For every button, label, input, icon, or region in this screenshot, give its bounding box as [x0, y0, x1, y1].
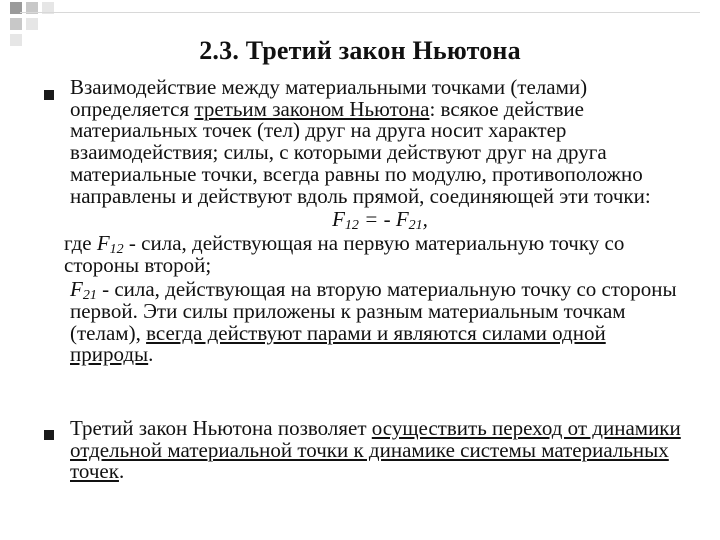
slide-title: 2.3. Третий закон Ньютона [199, 36, 521, 65]
bullet2-end: . [118, 459, 125, 484]
formula-tail: , [422, 207, 428, 232]
def1-sub: 12 [109, 241, 124, 257]
formula-left-sub: 12 [344, 218, 359, 234]
definition-f12 [64, 230, 690, 277]
bullet-item-2 [70, 418, 690, 483]
formula-middle: = - [358, 207, 396, 232]
bullet-marker-1 [44, 90, 54, 100]
bullet2-intro: Третий закон Ньютона позволяет [70, 416, 372, 440]
def2-sub: 21 [82, 288, 97, 304]
formula [70, 207, 690, 234]
bullet1-intro: Взаимодействие между материальными точками (телами) определяется [70, 75, 588, 121]
formula-right-sub: 21 [408, 218, 423, 234]
top-divider-line [20, 12, 700, 13]
def2-symbol: F [70, 277, 83, 302]
bullet-item-1 [64, 75, 690, 367]
def2-text: - сила, действующая на вторую материальную точку со стороны первой. Эти силы приложены к разным материальным точкам (телам), [70, 277, 677, 345]
def1-text: - сила, действующая на первую материальную точку со стороны второй; [64, 230, 625, 277]
def1-symbol: F [96, 230, 110, 255]
def2-end: . [148, 342, 154, 367]
third-law-link: третьим законом Ньютона [194, 96, 430, 121]
bullet2-underlined: осуществить переход от динамики отдельной материальной точки к динамике системы материальных точек [70, 416, 681, 484]
def1-prefix: где [64, 230, 97, 255]
bullet1-text: : всякое действие материальных точек (тел) друг на друга носит характер взаимодействия; силы, с которыми действуют друг на друга материальные точки, всегда равны по модулю, противоположно направлены и действуют вдоль прямой, соединяющей эти точки: [70, 96, 651, 208]
formula-right-symbol: F [395, 207, 409, 232]
formula-left-symbol: F [332, 207, 345, 232]
bullet-marker-2 [44, 430, 54, 440]
definition-f21 [70, 279, 690, 366]
def2-underlined: всегда действуют парами и являются силами одной природы [70, 320, 606, 367]
